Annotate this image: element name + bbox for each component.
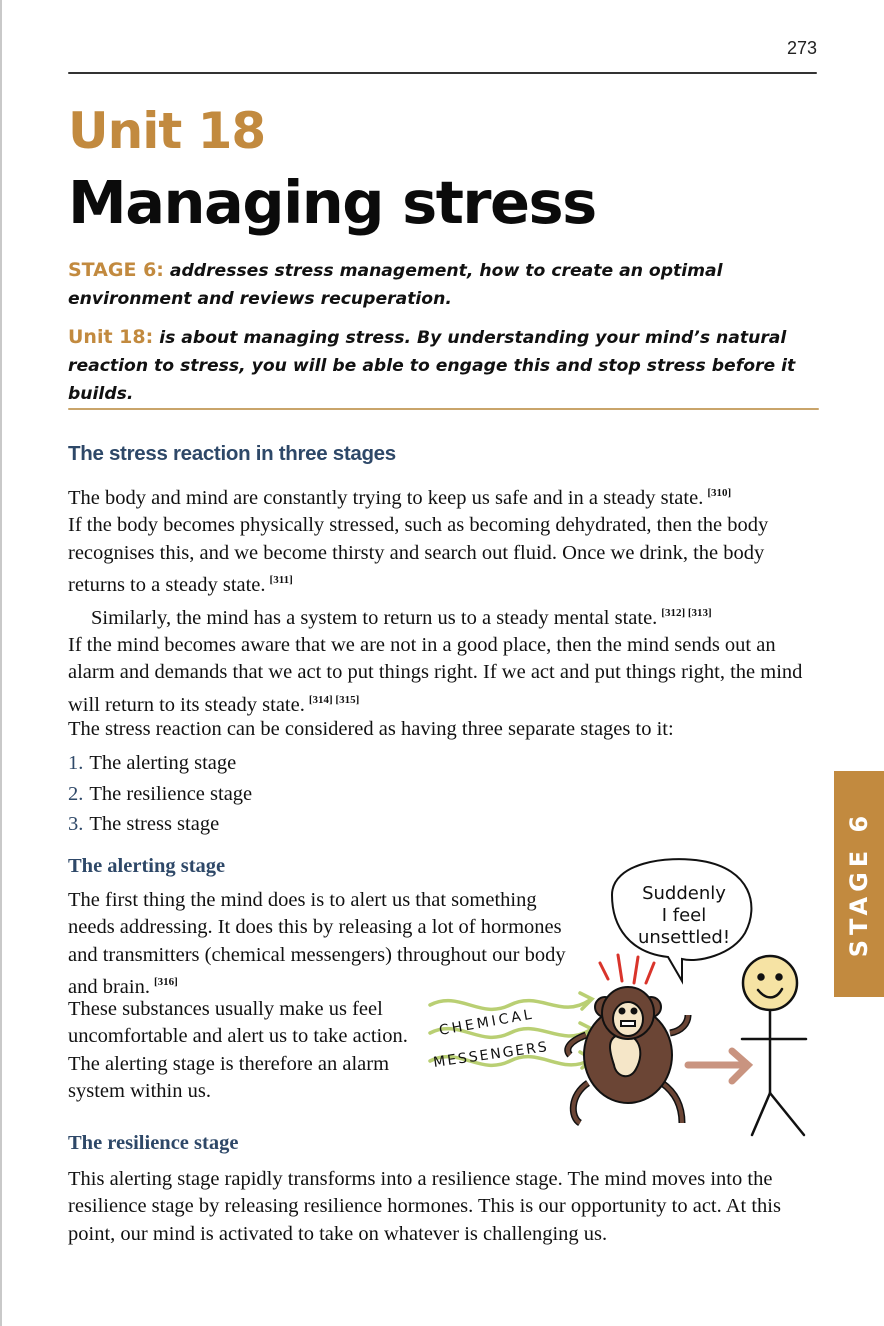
stages-list [68,748,252,840]
page-left-border [0,0,2,1326]
alerting-text-a: The first thing the mind does is to alert us that something needs addressing. It does this by releasing a lot of hormones and transmitters (chemical messengers) throughout our body and brain. [68,889,566,999]
speech-line-1: Suddenly [642,883,726,904]
list-item [68,748,252,779]
wave-label-top: CHEMICAL [437,1006,536,1039]
resilience-heading: The resilience stage [68,1132,239,1154]
stage-tab-label: STAGE 6 [845,810,873,958]
stress-cartoon [420,855,824,1145]
stage-tab [834,771,884,997]
stage-summary [68,256,828,313]
alerting-heading: The alerting stage [68,855,226,877]
top-rule [68,72,817,74]
list-number: 1. [68,752,84,774]
list-label: The alerting stage [89,752,237,774]
p1-text: The body and mind are constantly trying to keep us safe and in a steady state. [68,487,704,509]
citation: [312] [313] [661,606,712,619]
section-heading: The stress reaction in three stages [68,442,396,465]
alarm-marks [600,955,654,983]
alerting-paragraph-b: These substances usually make us feel uncomfortable and alert us to take action. The alerting stage is therefore an alarm system within us. [68,998,408,1103]
unit-summary-lead: Unit 18: [68,326,154,348]
stage-summary-text: addresses stress management, how to create an optimal environment and reviews recuperation. [68,261,723,309]
p2-text: Similarly, the mind has a system to return us to a steady mental state. [91,606,658,629]
unit-summary [68,323,828,408]
resilience-paragraph: This alerting stage rapidly transforms into a resilience stage. The mind moves into the resilience stage by releasing resilience hormones. This is our opportunity to act. At this point, our mind is activated to take on whatever is challenging us. [68,1168,781,1245]
speech-line-3: unsettled! [637,927,731,948]
p2b-text: If the mind becomes aware that we are not in a good place, then the mind sends out an alarm and demands that we act to put things right. If we act and put things right, the mind will return to its steady state. [68,634,803,716]
unit-title: Managing stress [68,168,596,237]
unit-label: Unit 18 [68,102,266,160]
paragraph-steady-state [68,480,808,719]
citation: [310] [707,487,732,499]
list-label: The stress stage [89,813,220,835]
page-number: 273 [786,38,817,58]
list-label: The resilience stage [89,782,253,805]
citation: [316] [153,976,178,989]
stage-summary-lead: STAGE 6: [68,259,164,281]
list-item [68,779,252,810]
list-intro: The stress reaction can be considered as having three separate stages to it: [68,718,674,740]
p1b-text: If the body becomes physically stressed, such as becoming dehydrated, then the body recognises this, and we become thirsty and search out fluid. Once we drink, the body returns to a steady state. [68,514,769,597]
speech-bubble [612,859,751,981]
citation: [311] [269,574,293,587]
speech-line-2: I feel [661,905,707,926]
list-number: 3. [68,813,84,835]
section-divider [68,408,819,410]
push-arrow [688,1051,748,1081]
list-number: 2. [68,782,84,805]
wave-label-bottom: MESSENGERS [432,1038,550,1071]
list-item [68,809,252,840]
unit-summary-text: is about managing stress. By understanding your mind’s natural reaction to stress, you will be able to engage this and stop stress before it builds. [68,328,796,404]
citation: [314] [315] [308,693,360,706]
stick-figure [742,956,806,1135]
